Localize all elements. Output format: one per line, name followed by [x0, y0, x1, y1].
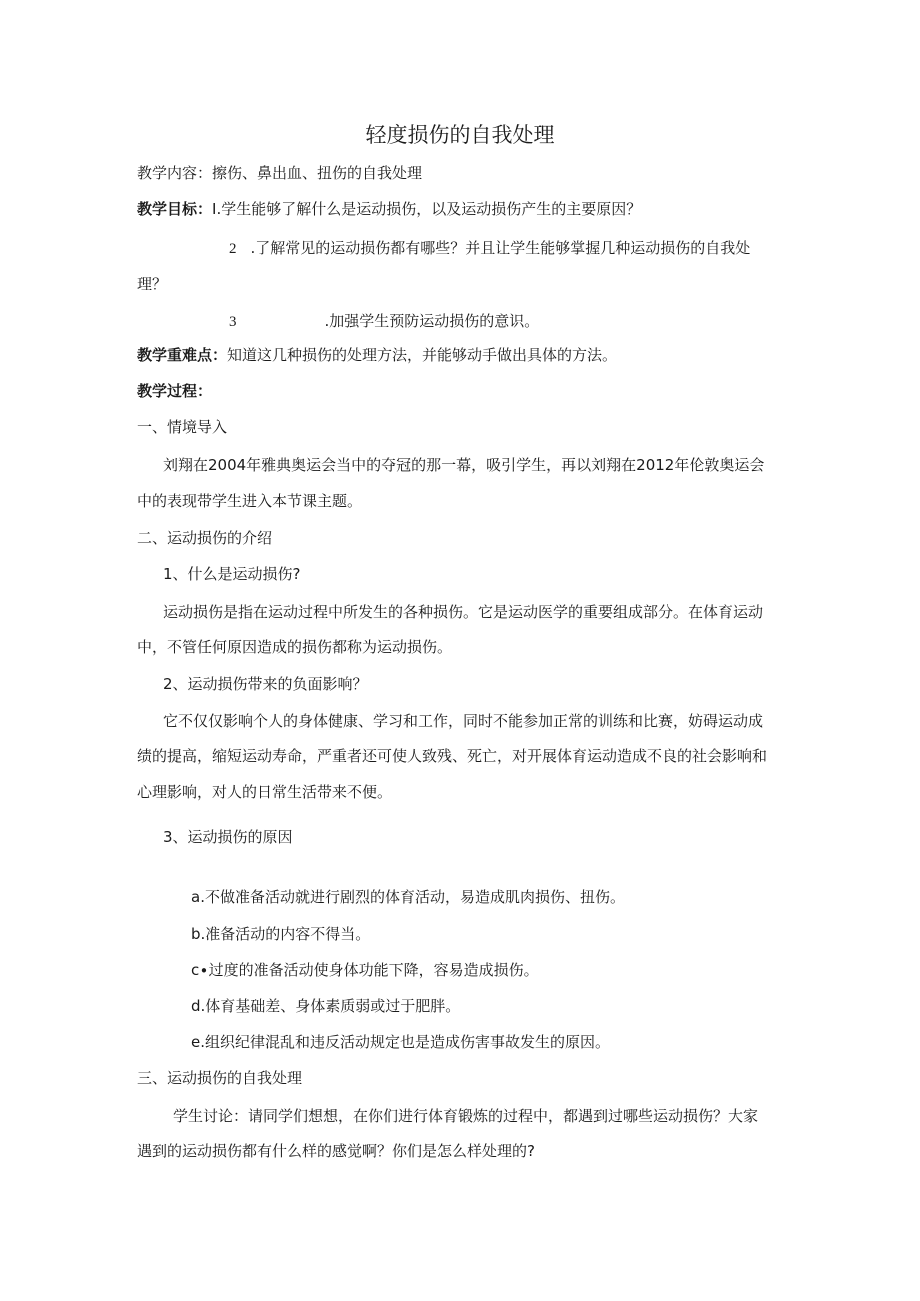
document-title: 轻度损伤的自我处理	[365, 123, 555, 147]
cause-e: e.组织纪律混乱和违反活动规定也是造成伤害事故发生的原因。	[191, 1033, 610, 1051]
content-text: 擦伤、鼻出血、扭伤的自我处理	[212, 164, 423, 182]
goal-2-number: 2	[229, 241, 237, 257]
cause-c: c∙过度的准备活动使身体功能下降，容易造成损伤。	[191, 961, 539, 979]
content-line	[137, 163, 422, 183]
subsection-1-paragraph-line-2: 中，不管任何原因造成的损伤都称为运动损伤。	[137, 638, 453, 656]
goal-line-1	[137, 199, 641, 219]
goal-line-3	[229, 311, 539, 332]
subsection-2-paragraph-line-1: 它不仅仅影响个人的身体健康、学习和工作，同时不能参加正常的训练和比赛，妨碍运动成	[163, 712, 764, 730]
subsection-2-heading: 2、运动损伤带来的负面影响？	[163, 675, 368, 693]
section-1-paragraph-line-2: 中的表现带学生进入本节课主题。	[137, 492, 363, 510]
cause-a: a.不做准备活动就进行剧烈的体育活动，易造成肌肉损伤、扭伤。	[191, 888, 625, 906]
discussion-line-2: 遇到的运动损伤都有什么样的感觉啊？你们是怎么样处理的?	[137, 1142, 535, 1160]
subsection-2-paragraph-line-3: 心理影响，对人的日常生活带来不便。	[137, 783, 393, 801]
keypoints-label: 教学重难点：	[137, 346, 228, 364]
keypoints-line	[137, 345, 617, 365]
goal-line-2	[229, 238, 750, 259]
goal-2-continuation: 理？	[137, 275, 168, 293]
content-label: 教学内容：	[137, 164, 213, 182]
goal-3-number: 3	[229, 314, 237, 330]
subsection-2-paragraph-line-2: 绩的提高，缩短运动寿命，严重者还可使人致残、死亡，对开展体育运动造成不良的社会影响和	[137, 747, 768, 765]
goal-3-text: .加强学生预防运动损伤的意识。	[324, 312, 540, 330]
process-label: 教学过程：	[137, 382, 213, 400]
subsection-1-paragraph-line-1: 运动损伤是指在运动过程中所发生的各种损伤。它是运动医学的重要组成部分。在体育运动	[163, 603, 764, 621]
section-1-paragraph-line-1: 刘翔在2004年雅典奥运会当中的夺冠的那一幕，吸引学生，再以刘翔在2012年伦敦奥运会	[163, 456, 765, 474]
cause-b: b.准备活动的内容不得当。	[191, 925, 371, 943]
section-2-heading: 二、运动损伤的介绍	[137, 529, 273, 547]
section-1-heading: 一、情境导入	[137, 418, 228, 436]
section-3-heading: 三、运动损伤的自我处理	[137, 1069, 303, 1087]
subsection-3-heading: 3、运动损伤的原因	[163, 828, 293, 846]
goal-1-text: I.学生能够了解什么是运动损伤，以及运动损伤产生的主要原因？	[212, 200, 642, 218]
discussion-line-1: 学生讨论：请同学们想想，在你们进行体育锻炼的过程中，都遇到过哪些运动损伤？大家	[173, 1107, 759, 1125]
goals-label: 教学目标：	[137, 200, 213, 218]
subsection-1-heading: 1、什么是运动损伤?	[163, 565, 301, 583]
cause-d: d.体育基础差、身体素质弱或过于肥胖。	[191, 997, 461, 1015]
keypoints-text: 知道这几种损伤的处理方法，并能够动手做出具体的方法。	[227, 346, 618, 364]
goal-2-text: .了解常见的运动损伤都有哪些？并且让学生能够掌握几种运动损伤的自我处	[250, 239, 751, 257]
